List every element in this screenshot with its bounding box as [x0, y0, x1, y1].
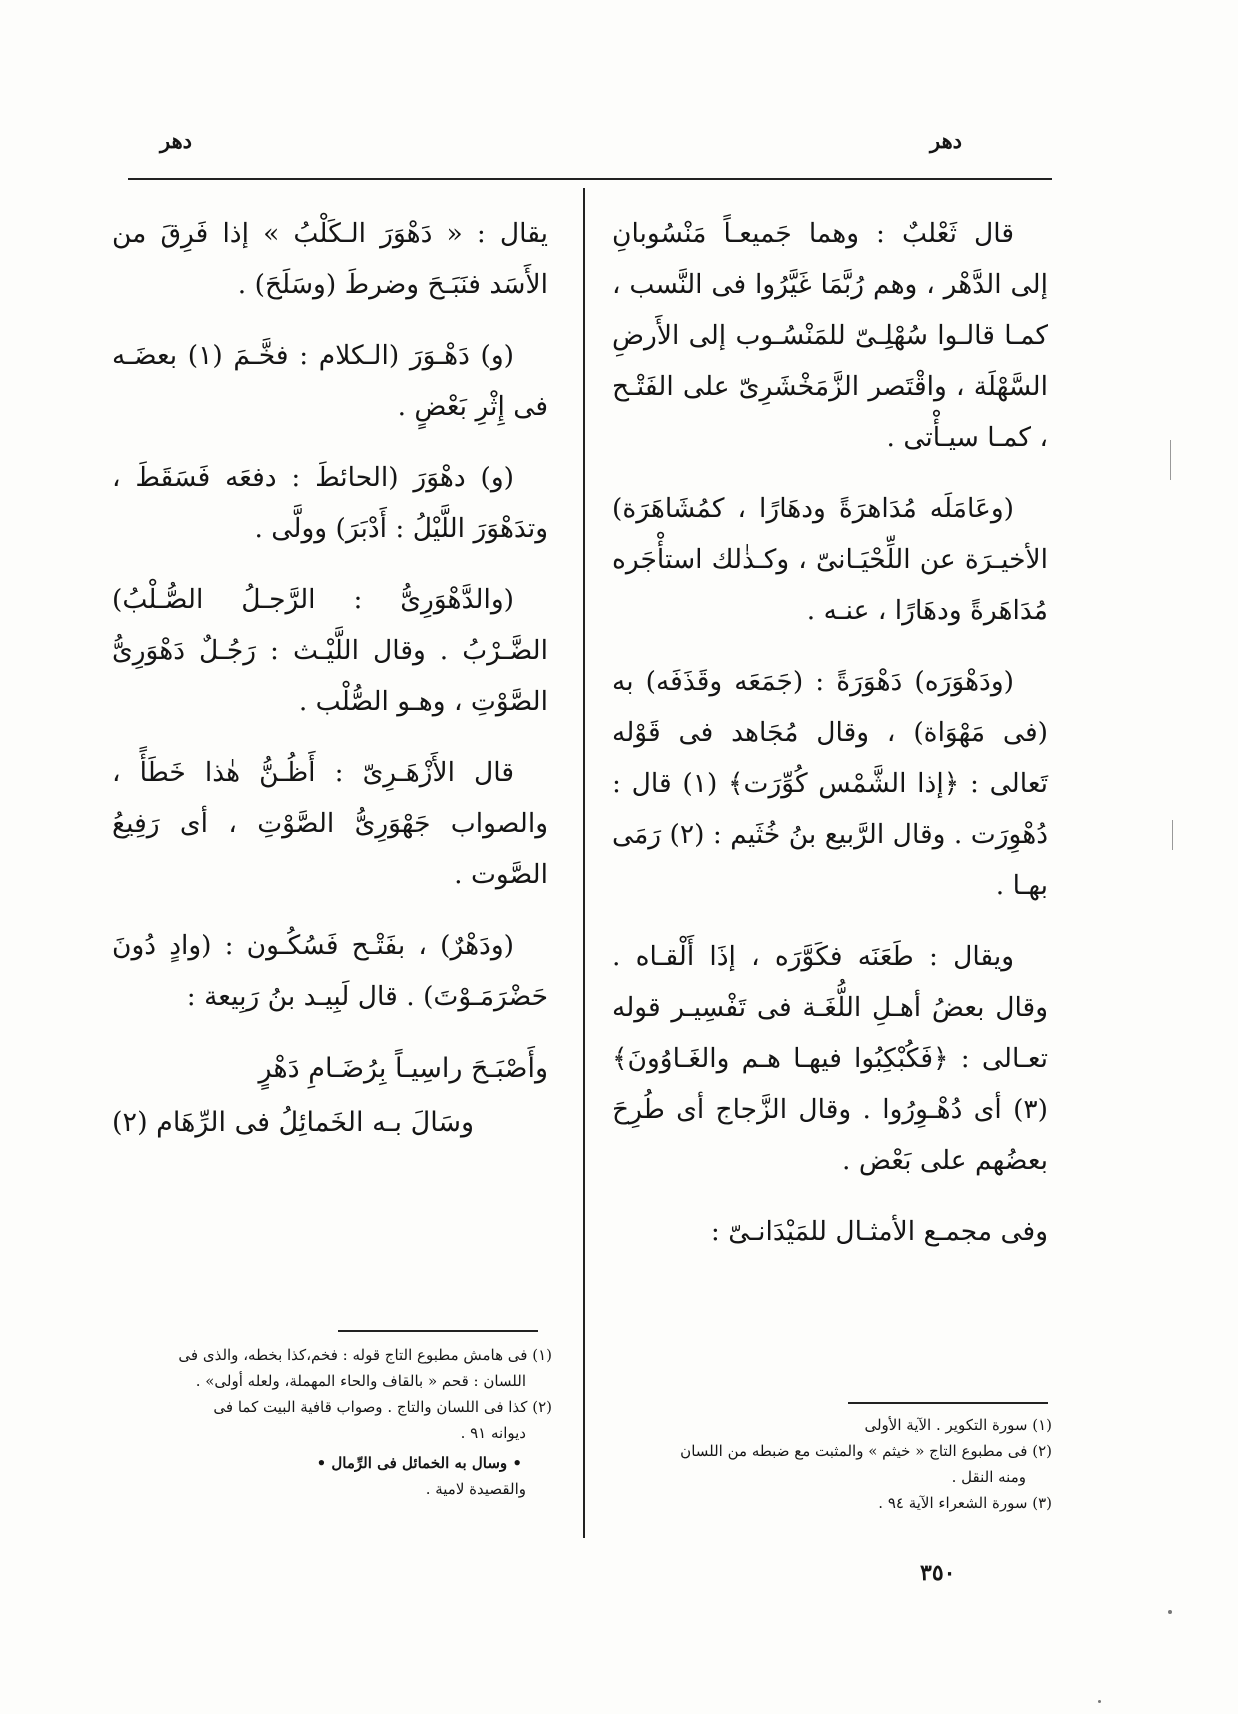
right-paragraph-1: قال ثَعْلبٌ : وهما جَميعـاً مَنْسُوبانِ إلى الدَّهْر ، وهم رُبَّمَا غَيَّرُوا فى النَّسب ، كمـا قالـوا سُهْلِـىّ للمَنْسُـوب إلى الأَرضِ السَّهْلَة ، واقْتَصر الزَّمَخْشَرِىّ على الفَتْـح ، كمـا سيـأْتى . — [612, 218, 1048, 453]
right-column — [612, 208, 1048, 1277]
footnote-left-2-continued: ديوانه ٩١ . — [460, 1424, 526, 1442]
footnote-rule-right — [848, 1402, 1048, 1404]
page-number: ٣٥٠ — [920, 1560, 956, 1586]
running-header-right: دهر — [930, 128, 963, 153]
scan-speck — [1168, 1610, 1172, 1614]
footnote-right-2: (٢) فى مطبوع التاج « خيثم » والمثبت مع ضبطه من اللسان — [680, 1442, 1052, 1460]
header-rule — [128, 178, 1052, 180]
left-paragraph-2: (و) دَهْـوَرَ (الـكلام : فخَّـمَ (١) بعضَـه فى إِثْرِ بَعْضٍ . — [112, 340, 548, 422]
right-paragraph-2: (وعَامَلَه مُدَاهرَةً ودهَارًا ، كمُشَاهَرَة) الأخيـرَة عن اللِّحْيَـانىّ ، وكـذٰلك استأْجَره مُدَاهَرةً ودهَارًا ، عنـه . — [612, 493, 1048, 626]
right-paragraph-4: ويقال : طَعَنَه فكَوَّرَه ، إذَا أَلْقـاه . وقال بعضُ أهـلِ اللُّغَـة فى تَفْسِيـر قوله تعـالى : ﴿فَكُبْكِبُوا فيهـا هـم والغَـاوُونَ﴾ (٣) أى دُهْـوِرُوا . وقال الزَّجاج أى طُرِحَ بعضُهم على بَعْض . — [612, 941, 1048, 1176]
footnote-left-verse: • وسال به الخمائل فى الرِّمال • — [316, 1454, 522, 1472]
right-paragraph-5: وفى مجمـع الأمثـال للمَيْدَانـىّ : — [710, 1216, 1048, 1247]
verse-line-1: وأَصْبَـحَ راسِيـاً بِرُضَـامِ دَهْرٍ — [258, 1053, 548, 1084]
scan-speck — [1098, 1700, 1101, 1703]
left-paragraph-1: يقال : « دَهْوَرَ الـكَلْبُ » إذا فَرِقَ من الأَسَد فنَبَـحَ وضرطَ (وسَلَحَ) . — [112, 218, 548, 300]
footnote-right-3: (٣) سورة الشعراء الآية ٩٤ . — [878, 1494, 1052, 1512]
column-divider — [583, 188, 585, 1538]
footnote-left-1-continued: اللسان : قحم « بالقاف والحاء المهملة، ولعله أولى» . — [195, 1372, 526, 1390]
footnote-left-2: (٢) كذا فى اللسان والتاج . وصواب قافية البيت كما فى — [213, 1398, 552, 1416]
footnotes-left — [112, 1342, 552, 1502]
footnote-left-closing: والقصيدة لامية . — [425, 1480, 526, 1498]
left-paragraph-4: (والدَّهْوَرِىُّ : الرَّجـلُ الصُّـلْبُ) الضَّـرْبُ . وقال اللَّيْـث : رَجُـلٌ دَهْوَرِىُّ الصَّوْتِ ، وهـو الصُّلْب . — [112, 584, 548, 717]
running-header-left: دهر — [160, 128, 193, 153]
footnote-right-2-continued: ومنه النقل . — [951, 1468, 1026, 1486]
verse-line-2: وسَالَ بـه الخَمائِلُ فى الرِّهَام (٢) — [112, 1107, 475, 1138]
footnote-left-1: (١) فى هامش مطبوع التاج قوله : فخم،كذا بخطه، والذى فى — [178, 1346, 552, 1364]
left-paragraph-3: (و) دهْوَرَ (الحائطَ : دفعَه فَسَقَطَ ، وتدَهْوَرَ اللَّيْلُ : أَدْبَرَ) وولَّى . — [112, 462, 548, 544]
footnote-rule-left — [338, 1330, 538, 1332]
footnote-right-1: (١) سورة التكوير . الآية الأولى — [864, 1416, 1052, 1434]
left-paragraph-6: (ودَهْرٌ) ، بفَتْـح فَسُكُـون : (وادٍ دُونَ حَضْرَمَـوْتَ) . قال لَبِيـد بنُ رَبِيعة : — [112, 930, 548, 1012]
footnotes-right — [612, 1412, 1052, 1516]
right-paragraph-3: (ودَهْوَرَه) دَهْوَرَةً : (جَمَعَه وقَذَفَه) به (فى مَهْوَاة) ، وقال مُجَاهد فى قَوْله تَعالى : ﴿إذا الشَّمْس كُوِّرَت﴾ (١) قال : دُهْوِرَت . وقال الرَّبيع بنُ خُثَيم : (٢) رَمَى بهـا . — [612, 666, 1048, 901]
scan-scratch — [1172, 820, 1173, 850]
left-column — [112, 208, 548, 1150]
left-paragraph-5: قال الأَزْهَـرِىّ : أَظُـنُّ هٰذا خَطَأً ، والصواب جَهْوَرِىُّ الصَّوْتِ ، أى رَفِيعُ الصَّوت . — [112, 757, 548, 890]
scan-scratch — [1170, 440, 1171, 480]
